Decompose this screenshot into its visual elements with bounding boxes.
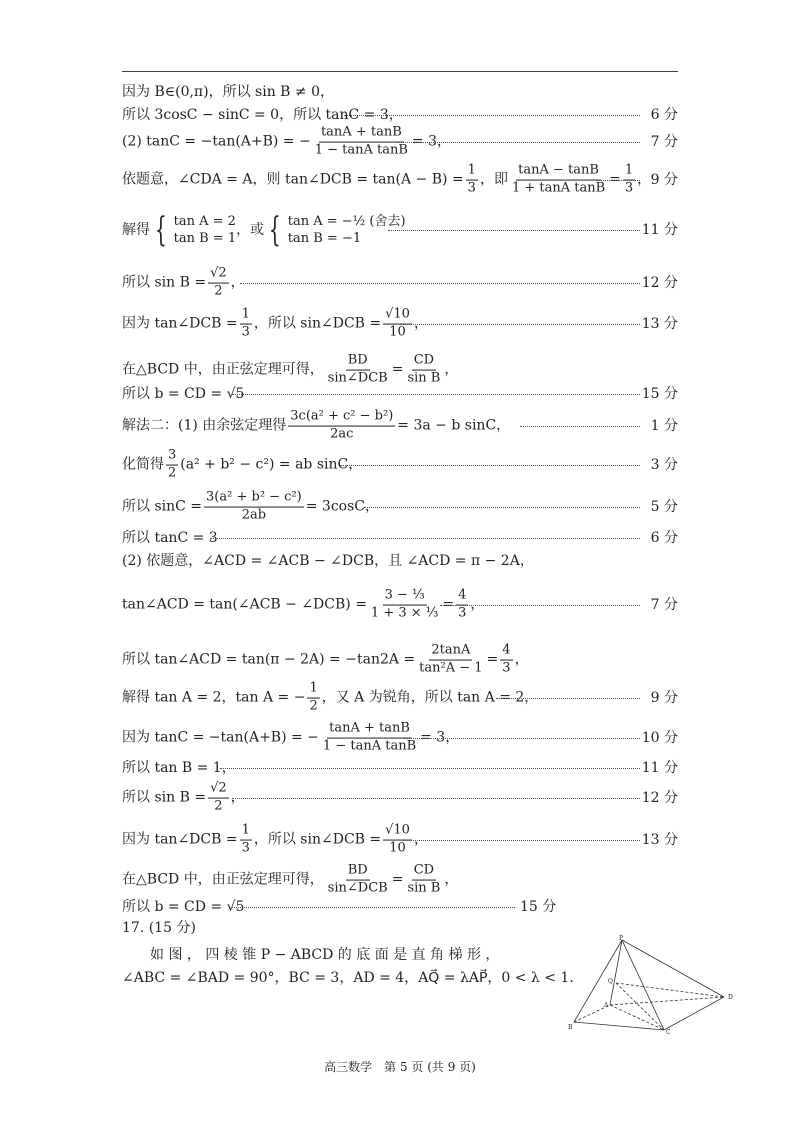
- text-run: tan∠ACD = tan(∠ACB − ∠DCB) =: [122, 597, 367, 613]
- solution-line: [122, 822, 678, 856]
- numerator: 1: [240, 824, 252, 841]
- text-run: ，: [413, 832, 428, 848]
- dot-leader: [496, 698, 640, 699]
- fraction: [240, 308, 252, 341]
- denominator: 2ac: [330, 426, 354, 442]
- text-run: 因为 B∈(0,π)，所以 sin B ≠ 0，: [122, 84, 334, 100]
- text-run: ∠ABC = ∠BAD = 90°，BC = 3，AD = 4，AQ⃗ = λAP⃗，0 < λ < 1.: [122, 970, 574, 986]
- text-run: = 3，: [411, 134, 452, 150]
- text-run: ，: [444, 362, 459, 378]
- score-points: 15 分: [520, 899, 557, 915]
- score-points: 1 分: [650, 418, 678, 434]
- text-run: 所以 sin B =: [122, 790, 207, 806]
- numerator: 4: [456, 589, 468, 606]
- score-points: 12 分: [641, 790, 678, 806]
- text-run: 所以 b = CD = √5: [122, 386, 245, 402]
- dot-leader: [388, 230, 640, 231]
- fraction: [369, 589, 440, 622]
- score-points: 6 分: [650, 530, 678, 546]
- score-points: 5 分: [650, 499, 678, 515]
- text-run: 所以 tan B = 1，: [122, 760, 236, 776]
- dot-leader: [400, 324, 640, 325]
- score-points: 15 分: [641, 386, 678, 402]
- numerator: 4: [500, 644, 512, 661]
- vertex-label: C: [666, 1029, 671, 1035]
- vertex-label: A: [604, 1002, 609, 1009]
- solution-line: [122, 753, 678, 783]
- text-run: ，: [230, 790, 245, 806]
- denominator: 10: [389, 324, 406, 340]
- text-run: ，: [413, 316, 428, 332]
- solution-line: [122, 306, 678, 340]
- math-expression: [122, 948, 499, 962]
- solution-line: [122, 447, 678, 481]
- solution-line: [122, 124, 678, 158]
- text-run: = 3a − b sinC，: [397, 418, 511, 434]
- numerator: √2: [208, 782, 229, 799]
- system-row: tan B = 1: [173, 231, 237, 246]
- vertex-label: D: [728, 994, 733, 1001]
- numerator: √10: [383, 308, 412, 325]
- dot-leader: [404, 738, 640, 739]
- system-row: tan A = −½ (舍去): [287, 214, 406, 229]
- math-expression: [122, 682, 538, 715]
- text-run: =: [609, 172, 621, 188]
- dot-leader: [520, 426, 640, 427]
- text-run: ，: [444, 872, 459, 888]
- text-run: 解得: [122, 222, 150, 238]
- text-run: ，: [230, 275, 245, 291]
- math-expression: [122, 761, 236, 775]
- math-expression: [122, 900, 244, 914]
- score-points: 10 分: [641, 730, 678, 746]
- system-row: tan A = 2: [173, 214, 236, 229]
- text-run: =: [442, 597, 455, 613]
- score-points: 7 分: [650, 597, 678, 613]
- denominator: 3: [241, 840, 250, 856]
- score-points: 13 分: [641, 832, 678, 848]
- fraction: [288, 410, 395, 443]
- math-expression: [122, 449, 362, 482]
- text-run: 所以 b = CD = √5: [122, 899, 245, 915]
- score-points: 9 分: [650, 690, 678, 706]
- numerator: 3c(a² + c² − b²): [288, 410, 395, 427]
- vertex-label: Q: [608, 978, 613, 985]
- equation-system: [264, 210, 406, 250]
- denominator: 1 − tanA tanB: [322, 738, 417, 754]
- math-expression: [122, 589, 484, 622]
- text-run: 如 图 ， 四 棱 锥 P − ABCD 的 底 面 是 直 角 梯 形 ，: [122, 947, 500, 963]
- denominator: 3: [241, 324, 250, 340]
- dot-leader: [220, 768, 640, 769]
- math-expression: [122, 554, 534, 568]
- dot-leader: [402, 840, 640, 841]
- numerator: 3(a² + b² − c²): [204, 491, 304, 508]
- solution-line: [122, 642, 678, 676]
- text-run: 因为 tanC = −tan(A+B) = −: [122, 730, 319, 746]
- solution-line: [122, 265, 678, 299]
- score-points: 11 分: [641, 760, 678, 776]
- text-run: = 3，: [420, 730, 460, 746]
- denominator: sin B: [407, 880, 441, 896]
- score-points: 9 分: [650, 172, 678, 188]
- numerator: √10: [383, 824, 412, 841]
- fraction: [208, 267, 229, 300]
- text-run: ，: [514, 652, 529, 668]
- numerator: 1: [240, 308, 252, 325]
- text-run: 所以 tanC = 3: [122, 530, 218, 546]
- dot-leader: [232, 394, 640, 395]
- denominator: 1 + 3 × ⅓: [370, 605, 439, 621]
- header-rule: [122, 71, 678, 72]
- numerator: 2tanA: [429, 644, 472, 661]
- denominator: sin∠DCB: [327, 880, 388, 896]
- brace: {: [268, 210, 281, 250]
- text-run: 在△BCD 中，由正弦定理可得，: [122, 362, 324, 378]
- math-expression: [122, 267, 245, 300]
- solution-line: [122, 680, 678, 714]
- fraction: [307, 682, 319, 715]
- numerator: √2: [208, 267, 229, 284]
- solution-line: [122, 546, 678, 576]
- text-run: 依题意，∠CDA = A，则 tan∠DCB = tan(A − B) =: [122, 172, 464, 188]
- denominator: 2: [309, 698, 318, 714]
- text-run: 因为 tan∠DCB =: [122, 316, 238, 332]
- fraction: [166, 449, 178, 482]
- text-run: 所以 tan∠ACD = tan(π − 2A) = −tan2A =: [122, 652, 416, 668]
- dot-leader: [232, 798, 640, 799]
- numerator: CD: [412, 864, 436, 881]
- math-expression: [122, 210, 406, 250]
- denominator: 2: [214, 798, 223, 814]
- text-run: 所以 sinC =: [122, 499, 203, 515]
- text-run: 解法二：(1) 由余弦定理得: [122, 418, 287, 434]
- score-points: 3 分: [650, 457, 678, 473]
- text-run: 所以 3cosC − sinC = 0，所以 tanC = 3，: [122, 107, 403, 123]
- numerator: 1: [466, 164, 478, 181]
- dot-leader: [232, 907, 515, 908]
- text-run: ，所以 sin∠DCB =: [253, 832, 382, 848]
- numerator: 1: [307, 682, 319, 699]
- math-expression: [122, 410, 510, 443]
- denominator: sin B: [407, 370, 441, 386]
- solution-line: [122, 162, 678, 196]
- math-expression: [122, 644, 529, 677]
- fraction: [500, 644, 512, 677]
- dot-leader: [210, 538, 640, 539]
- numerator: tanA + tanB: [327, 722, 412, 739]
- numerator: CD: [412, 354, 436, 371]
- fraction: [240, 824, 252, 857]
- text-run: =: [391, 872, 404, 888]
- solution-line: [122, 210, 678, 250]
- math-expression: [122, 531, 218, 545]
- equation-system: [150, 210, 237, 250]
- numerator: 3 − ⅓: [383, 589, 427, 606]
- dot-leader: [240, 283, 640, 284]
- text-run: =: [391, 362, 404, 378]
- text-run: = 3cosC，: [305, 499, 380, 515]
- numerator: 1: [623, 164, 635, 181]
- text-run: 解得 tan A = 2，tan A = −: [122, 690, 306, 706]
- system-row: tan B = −1: [287, 231, 362, 246]
- text-run: 17. (15 分): [122, 920, 196, 936]
- dot-leader: [440, 605, 640, 606]
- text-run: ，又 A 为锐角，所以 tan A = 2，: [321, 690, 539, 706]
- fraction: [204, 491, 304, 524]
- solution-line: [122, 489, 678, 523]
- fraction: [417, 644, 484, 677]
- score-points: 11 分: [641, 222, 678, 238]
- text-run: (a² + b² − c²) = ab sinC，: [180, 457, 363, 473]
- brace: {: [154, 210, 167, 250]
- text-run: 化简得: [122, 457, 164, 473]
- dot-leader: [340, 465, 640, 466]
- math-expression: [122, 491, 379, 524]
- vertex-label: B: [568, 1024, 573, 1031]
- solution-line: [122, 862, 678, 896]
- dot-leader: [596, 180, 640, 181]
- fraction: [466, 164, 478, 197]
- text-run: ，即: [479, 172, 508, 188]
- numerator: BD: [346, 864, 370, 881]
- text-run: =: [486, 652, 499, 668]
- denominator: 3: [458, 605, 467, 621]
- numerator: 3: [166, 449, 178, 466]
- score-points: 13 分: [641, 316, 678, 332]
- score-points: 7 分: [650, 134, 678, 150]
- text-run: (2) tanC = −tan(A+B) = −: [122, 134, 311, 150]
- denominator: 2: [168, 465, 177, 481]
- score-points: 12 分: [641, 275, 678, 291]
- math-expression: [122, 971, 574, 985]
- pyramid-figure: [566, 935, 746, 1035]
- dot-leader: [364, 507, 640, 508]
- denominator: tan²A − 1: [419, 660, 483, 676]
- page-footer: 高三数学 第 5 页 (共 9 页): [324, 1060, 476, 1074]
- text-run: 所以 sin B =: [122, 275, 207, 291]
- solution-line: [122, 780, 678, 814]
- math-expression: [122, 782, 245, 815]
- dot-leader: [344, 115, 640, 116]
- denominator: 10: [389, 840, 406, 856]
- fraction: [510, 164, 607, 197]
- numerator: BD: [346, 354, 370, 371]
- denominator: 3: [624, 180, 634, 196]
- solution-line: [122, 587, 678, 621]
- math-expression: [122, 308, 428, 341]
- text-run: ，或: [236, 222, 265, 238]
- text-run: 因为 tan∠DCB =: [122, 832, 238, 848]
- solution-line: [122, 379, 678, 409]
- text-run: 在△BCD 中，由正弦定理可得，: [122, 872, 324, 888]
- denominator: 1 + tanA tanB: [511, 180, 606, 196]
- denominator: 2ab: [241, 507, 267, 523]
- math-expression: [122, 164, 651, 197]
- denominator: 2: [214, 283, 223, 299]
- text-run: ，所以 sin∠DCB =: [253, 316, 382, 332]
- math-expression: [122, 824, 428, 857]
- numerator: tanA − tanB: [516, 164, 601, 181]
- math-expression: [122, 921, 196, 935]
- solution-line: [122, 408, 678, 442]
- math-expression: [122, 387, 244, 401]
- math-expression: [122, 85, 334, 99]
- dot-leader: [396, 142, 640, 143]
- solution-line: [122, 720, 678, 754]
- fraction: [208, 782, 229, 815]
- numerator: tanA + tanB: [319, 126, 404, 143]
- score-points: 6 分: [650, 107, 678, 123]
- text-run: (2) 依题意，∠ACD = ∠ACB − ∠DCB，且 ∠ACD = π − 2A，: [122, 553, 534, 569]
- denominator: 3: [502, 660, 511, 676]
- text-run: ，: [470, 597, 485, 613]
- denominator: 3: [467, 180, 476, 196]
- text-run: ，: [637, 172, 652, 188]
- denominator: sin∠DCB: [327, 370, 388, 386]
- denominator: 1 − tanA tanB: [314, 142, 408, 158]
- vertex-label: P: [619, 935, 624, 942]
